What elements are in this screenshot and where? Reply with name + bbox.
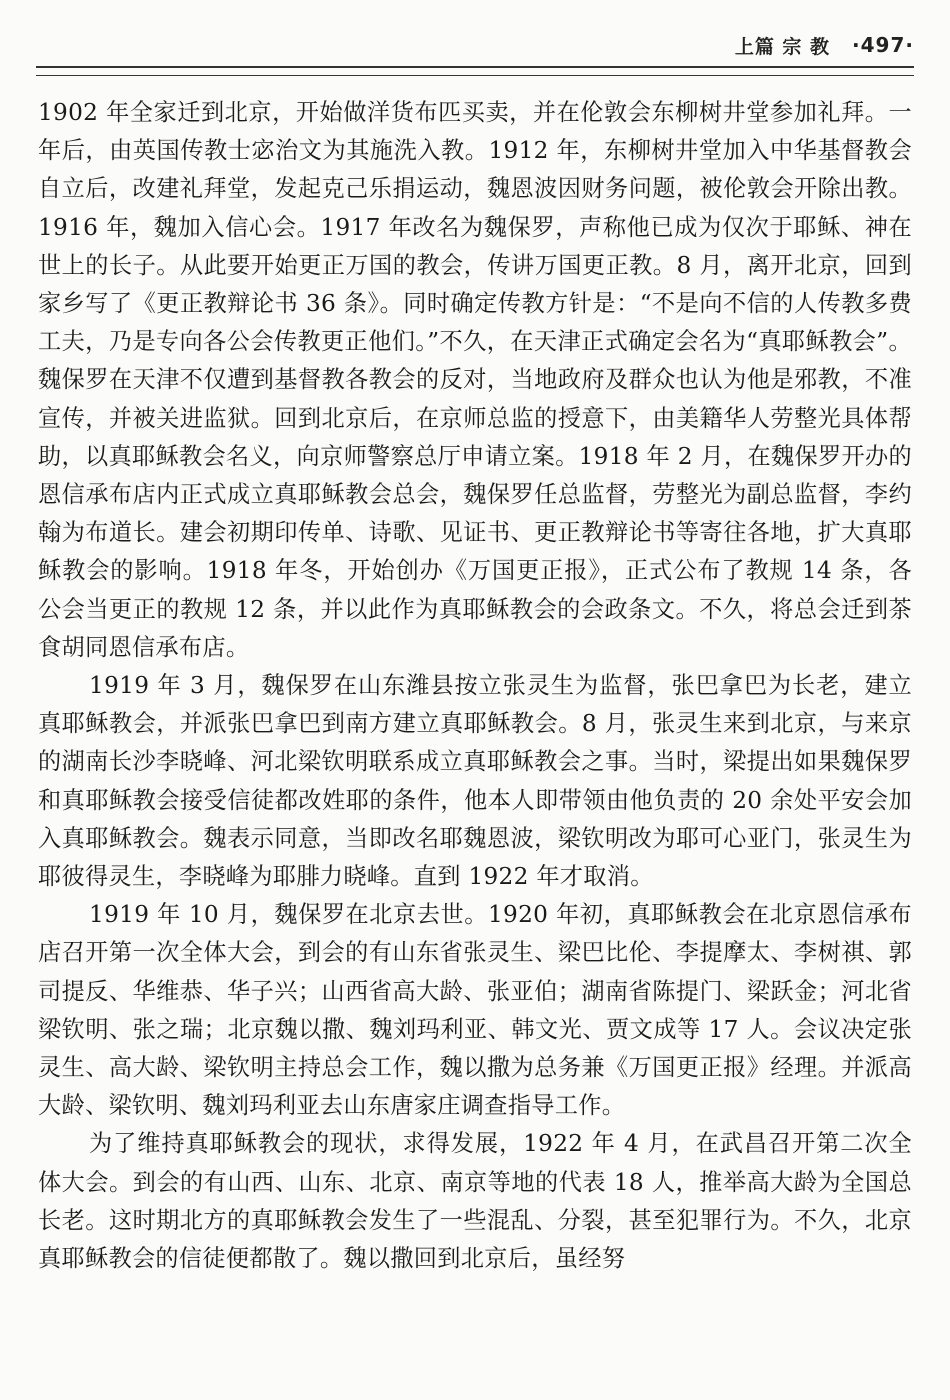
paragraph: 1902 年全家迁到北京，开始做洋货布匹买卖，并在伦敦会东柳树井堂参加礼拜。一年后，由英国传教士宓治文为其施洗入教。1912 年，东柳树井堂加入中华基督教会自立后，改建礼拜堂，发起克己乐捐运动，魏恩波因财务问题，被伦敦会开除出教。1916 年，魏加入信心会。1917 年改名为魏保罗，声称他已成为仅次于耶稣、神在世上的长子。从此要开始更正万国的教会，传讲万国更正教。8 月，离开北京，回到家乡写了《更正教辩论书 36 条》。同时确定传教方针是：“不是向不信的人传教多费工夫，乃是专向各公会传教更正他们。”不久，在天津正式确定会名为“真耶稣教会”。魏保罗在天津不仅遭到基督教各教会的反对，当地政府及群众也认为他是邪教，不准宣传，并被关进监狱。回到北京后，在京师总监的授意下，由美籍华人劳整光具体帮助，以真耶稣教会名义，向京师警察总厅申请立案。1918 年 2 月，在魏保罗开办的恩信承布店内正式成立真耶稣教会总会，魏保罗任总监督，劳整光为副总监督，李约翰为布道长。建会初期印传单、诗歌、见证书、更正教辩论书等寄往各地，扩大真耶稣教会的影响。1918 年冬，开始创办《万国更正报》，正式公布了教规 14 条，各公会当更正的教规 12 条，并以此作为真耶稣教会的会政条文。不久，将总会迁到茶食胡同恩信承布店。 — [38, 99, 912, 661]
running-head — [36, 28, 914, 62]
header-rule — [36, 66, 914, 76]
page-number: ·497· — [852, 33, 914, 57]
paragraph: 1919 年 3 月，魏保罗在山东潍县按立张灵生为监督，张巴拿巴为长老，建立真耶稣教会，并派张巴拿巴到南方建立真耶稣教会。8 月，张灵生来到北京，与来京的湖南长沙李晓峰、河北梁钦明联系成立真耶稣教会之事。当时，梁提出如果魏保罗和真耶稣教会接受信徒都改姓耶的条件，他本人即带领由他负责的 20 余处平安会加入真耶稣教会。魏表示同意，当即改名耶魏恩波，梁钦明改为耶可心亚门，张灵生为耶彼得灵生，李晓峰为耶腓力晓峰。直到 1922 年才取消。 — [38, 672, 912, 891]
section-title: 上篇 宗 教 — [734, 35, 831, 58]
paragraph: 为了维持真耶稣教会的现状，求得发展，1922 年 4 月，在武昌召开第二次全体大会。到会的有山西、山东、北京、南京等地的代表 18 人，推举高大龄为全国总长老。这时期北方的真耶稣教会发生了一些混乱、分裂，甚至犯罪行为。不久，北京真耶稣教会的信徒便都散了。魏以撒回到北京后，虽经努 — [38, 1130, 912, 1273]
body-text — [38, 94, 912, 1278]
paragraph: 1919 年 10 月，魏保罗在北京去世。1920 年初，真耶稣教会在北京恩信承布店召开第一次全体大会，到会的有山东省张灵生、梁巴比伦、李提摩太、李树祺、郭司提反、华维恭、华子兴；山西省高大龄、张亚伯；湖南省陈提门、梁跃金；河北省梁钦明、张之瑞；北京魏以撒、魏刘玛利亚、韩文光、贾文成等 17 人。会议决定张灵生、高大龄、梁钦明主持总会工作，魏以撒为总务兼《万国更正报》经理。并派高大龄、梁钦明、魏刘玛利亚去山东唐家庄调查指导工作。 — [38, 901, 912, 1120]
